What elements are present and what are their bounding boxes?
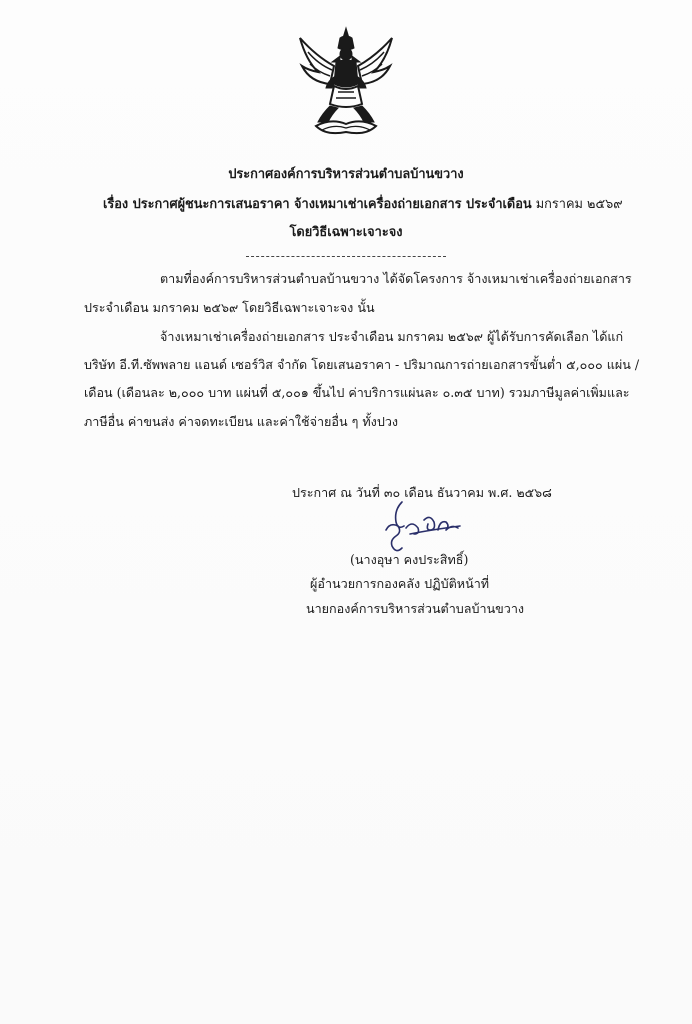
dashed-divider — [246, 256, 446, 257]
handwritten-signature — [380, 500, 475, 556]
paragraph-1-line-1: ตามที่องค์การบริหารส่วนตำบลบ้านขวาง ได้จัดโครงการ จ้างเหมาเช่าเครื่องถ่ายเอกสาร — [160, 271, 632, 286]
procurement-method: โดยวิธีเฉพาะเจาะจง — [289, 225, 403, 240]
paragraph-2-line-4: ภาษีอื่น ค่าขนส่ง ค่าจดทะเบียน และค่าใช้จ่ายอื่น ๆ ทั้งปวง — [84, 414, 399, 429]
announcement-date: ประกาศ ณ วันที่ ๓๐ เดือน ธันวาคม พ.ศ. ๒๕๖๘ — [292, 485, 552, 500]
garuda-emblem-icon — [296, 26, 396, 138]
signer-title-2: นายกองค์การบริหารส่วนตำบลบ้านขวาง — [306, 601, 525, 616]
announcement-subject — [103, 196, 623, 214]
subject-prefix: เรื่อง ประกาศผู้ชนะการเสนอราคา จ้างเหมาเช่าเครื่องถ่ายเอกสาร ประจำเดือน — [103, 197, 532, 212]
signer-name: (นางอุษา คงประสิทธิ์) — [350, 552, 469, 567]
subject-month: มกราคม ๒๕๖๙ — [531, 197, 623, 212]
paragraph-1-line-2: ประจำเดือน มกราคม ๒๕๖๙ โดยวิธีเฉพาะเจาะจง นั้น — [84, 300, 375, 315]
announcement-title: ประกาศองค์การบริหารส่วนตำบลบ้านขวาง — [228, 167, 464, 182]
signer-title-1: ผู้อำนวยการกองคลัง ปฏิบัติหน้าที่ — [310, 576, 490, 591]
paragraph-2-line-3: เดือน (เดือนละ ๒,๐๐๐ บาท แผ่นที่ ๕,๐๐๑ ขึ้นไป ค่าบริการแผ่นละ ๐.๓๕ บาท) รวมภาษีมูลค่าเพิ่มและ — [84, 385, 630, 400]
paragraph-2-line-2: บริษัท อี.ที.ซัพพลาย แอนด์ เซอร์วิส จำกัด โดยเสนอราคา - ปริมาณการถ่ายเอกสารขั้นต่ำ ๕,๐๐๐ แผ่น / — [84, 357, 640, 372]
paragraph-2-line-1: จ้างเหมาเช่าเครื่องถ่ายเอกสาร ประจำเดือน มกราคม ๒๕๖๙ ผู้ได้รับการคัดเลือก ได้แก่ — [160, 329, 624, 344]
